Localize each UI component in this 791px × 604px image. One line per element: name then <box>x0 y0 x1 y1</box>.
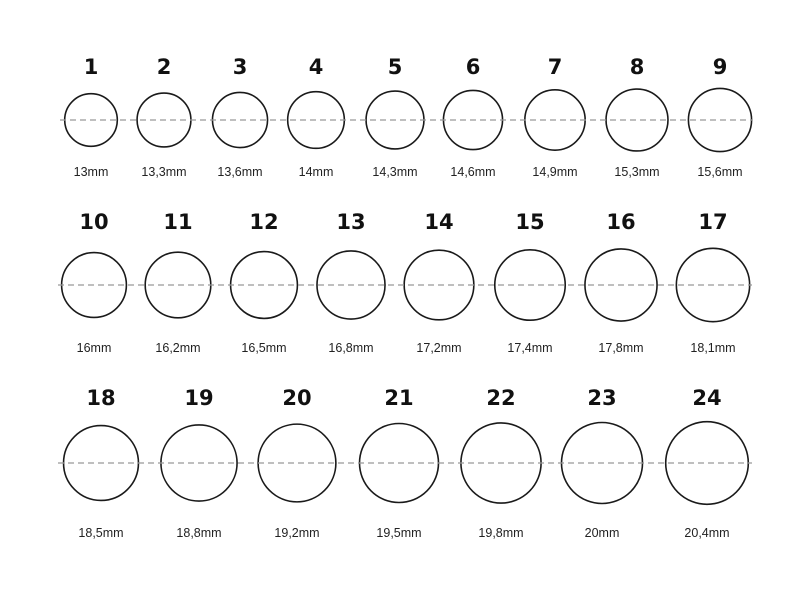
ring-size-5 <box>366 55 424 179</box>
size-diameter-label: 19,5mm <box>376 526 422 540</box>
size-diameter-label: 18,8mm <box>176 526 222 540</box>
size-diameter-label: 14mm <box>298 165 334 179</box>
size-number: 18 <box>86 386 116 410</box>
size-number: 22 <box>486 386 516 410</box>
size-row-2 <box>58 210 752 355</box>
size-number: 20 <box>282 386 312 410</box>
size-number: 23 <box>587 386 617 410</box>
size-diameter-label: 19,2mm <box>274 526 320 540</box>
ring-size-3 <box>212 55 267 179</box>
ring-size-16 <box>585 210 657 355</box>
ring-size-6 <box>443 55 502 179</box>
ring-size-15 <box>495 210 565 355</box>
size-number: 5 <box>387 55 403 79</box>
size-diameter-label: 17,2mm <box>416 341 462 355</box>
size-diameter-label: 16,5mm <box>241 341 287 355</box>
size-diameter-label: 14,6mm <box>450 165 496 179</box>
size-number: 8 <box>629 55 645 79</box>
size-diameter-label: 18,5mm <box>78 526 124 540</box>
size-number: 2 <box>156 55 172 79</box>
ring-size-11 <box>145 210 211 355</box>
size-diameter-label: 13mm <box>73 165 109 179</box>
size-number: 15 <box>515 210 545 234</box>
size-diameter-label: 16,8mm <box>328 341 374 355</box>
size-number: 12 <box>249 210 279 234</box>
ring-size-1 <box>65 55 118 179</box>
ring-size-12 <box>231 210 298 355</box>
ring-size-4 <box>288 55 345 179</box>
size-diameter-label: 18,1mm <box>690 341 736 355</box>
size-number: 9 <box>712 55 728 79</box>
size-number: 11 <box>163 210 193 234</box>
size-number: 3 <box>232 55 248 79</box>
size-diameter-label: 16mm <box>76 341 112 355</box>
size-row-3 <box>58 386 752 540</box>
size-diameter-label: 19,8mm <box>478 526 524 540</box>
size-number: 14 <box>424 210 454 234</box>
size-number: 10 <box>79 210 109 234</box>
size-number: 19 <box>184 386 214 410</box>
size-row-1 <box>60 55 752 179</box>
size-diameter-label: 13,6mm <box>217 165 263 179</box>
size-diameter-label: 15,6mm <box>697 165 743 179</box>
size-number: 13 <box>336 210 366 234</box>
ring-size-14 <box>404 210 474 355</box>
ring-size-2 <box>137 55 191 179</box>
ring-size-9 <box>688 55 751 179</box>
size-number: 16 <box>606 210 636 234</box>
size-number: 17 <box>698 210 728 234</box>
size-diameter-label: 20,4mm <box>684 526 730 540</box>
size-diameter-label: 15,3mm <box>614 165 660 179</box>
size-number: 1 <box>83 55 99 79</box>
size-diameter-label: 20mm <box>584 526 620 540</box>
size-diameter-label: 17,8mm <box>598 341 644 355</box>
ring-size-13 <box>317 210 385 355</box>
ring-size-8 <box>606 55 668 179</box>
size-number: 6 <box>465 55 481 79</box>
ring-size-10 <box>62 210 127 355</box>
size-number: 21 <box>384 386 414 410</box>
size-number: 24 <box>692 386 722 410</box>
ring-size-7 <box>525 55 585 179</box>
size-number: 4 <box>308 55 324 79</box>
size-diameter-label: 13,3mm <box>141 165 187 179</box>
ring-size-17 <box>676 210 749 355</box>
size-number: 7 <box>547 55 563 79</box>
size-diameter-label: 14,3mm <box>372 165 418 179</box>
size-diameter-label: 14,9mm <box>532 165 578 179</box>
size-diameter-label: 17,4mm <box>507 341 553 355</box>
size-diameter-label: 16,2mm <box>155 341 201 355</box>
